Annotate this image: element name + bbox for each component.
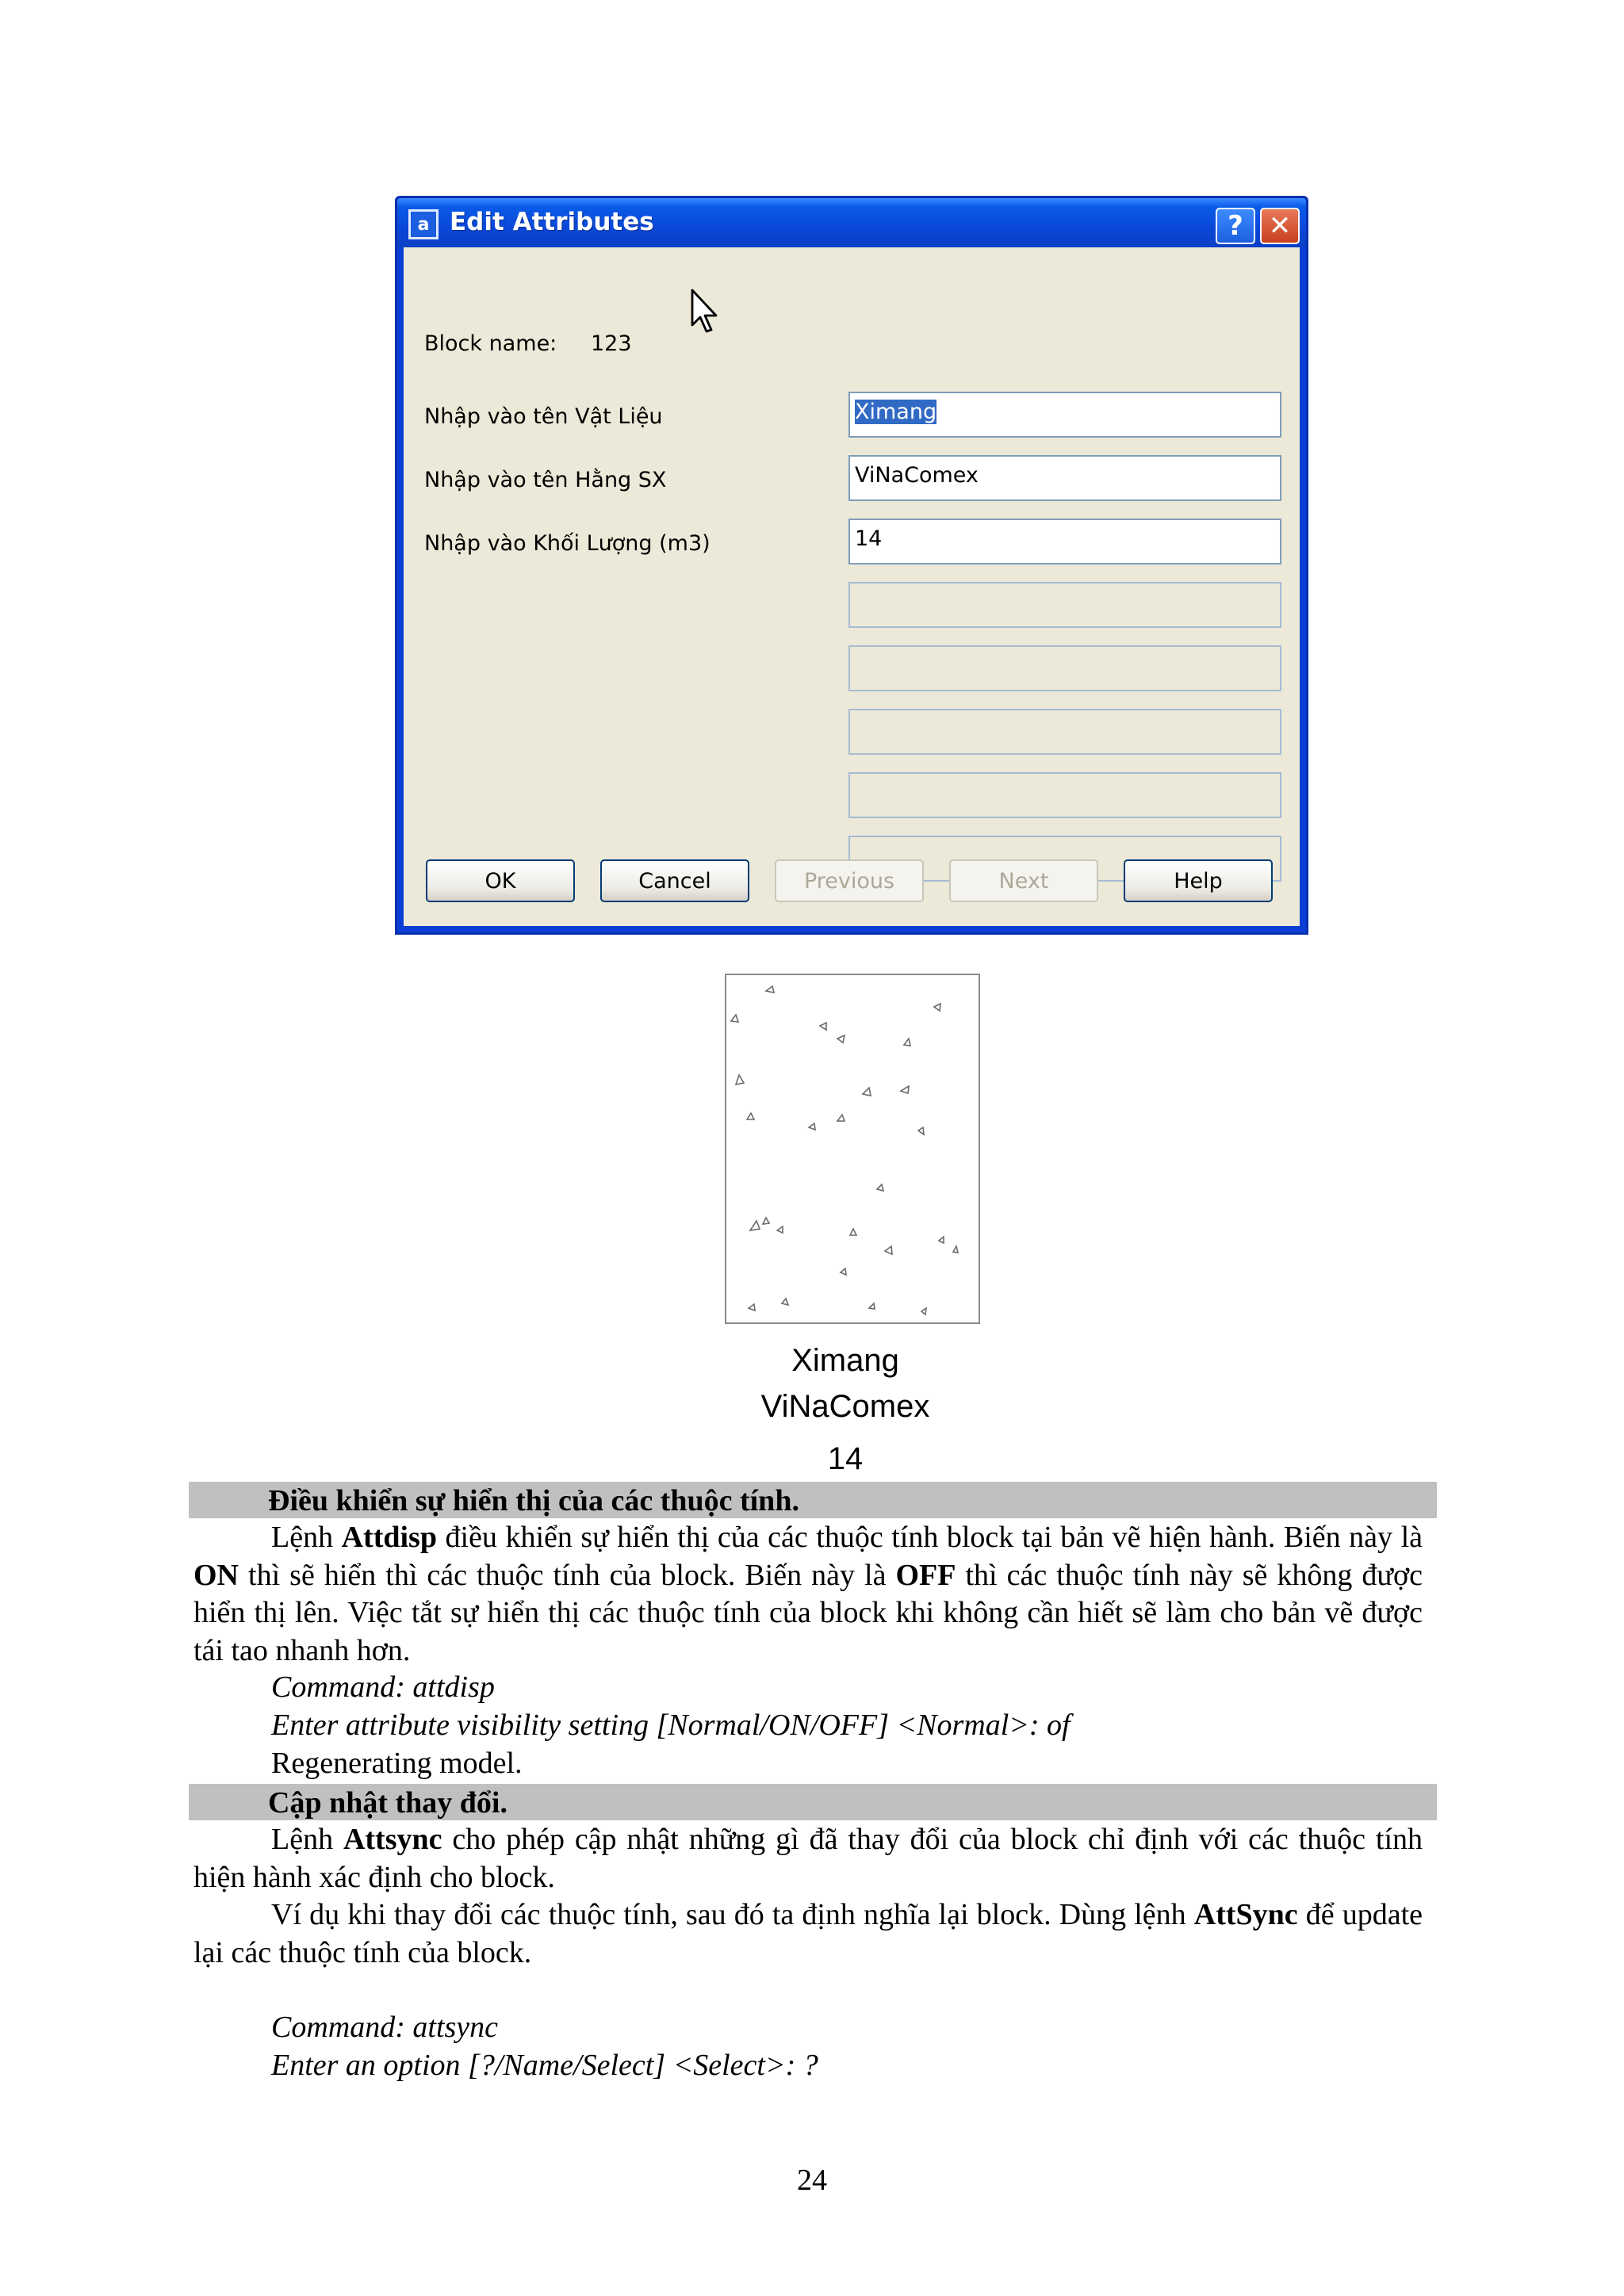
section-heading-attsync: Cập nhật thay đổi. — [268, 1786, 508, 1820]
page-number: 24 — [797, 2164, 827, 2197]
paragraph-attdisp: Lệnh Attdisp điều khiển sự hiển thị của các thuộc tính block tại bản vẽ hiện hành. Biến này là ON thì sẽ hiển thì các thuộc tính của block. Biến này là OFF thì các thuộc tính này sẽ không được hiển thị lên. Việc tắt sự hiển thị các thuộc tính của block khi không cần hiết sẽ làm cho bản vẽ được tái tao nhanh hơn. — [193, 1521, 1423, 1667]
command-output: Regenerating model. — [271, 1747, 523, 1780]
manufacturer-input-value: ViNaComex — [855, 463, 979, 488]
command-line: Enter attribute visibility setting [Normal/ON/OFF] <Normal>: of — [271, 1709, 1071, 1742]
field-label-material: Nhập vào tên Vật Liệu — [424, 404, 663, 429]
volume-input-value: 14 — [855, 526, 883, 551]
titlebar-close-button[interactable]: ✕ — [1260, 208, 1300, 244]
volume-input[interactable] — [848, 519, 1281, 564]
concrete-hatch-pattern — [726, 975, 979, 1322]
previous-button[interactable]: Previous — [775, 859, 924, 902]
mouse-cursor-icon — [689, 287, 721, 335]
field-label-manufacturer: Nhập vào tên Hằng SX — [424, 468, 667, 492]
attribute-icon: a — [408, 209, 439, 239]
paragraph-attsync: Lệnh Attsync cho phép cập nhật những gì đã thay đổi của block chỉ định với các thuộc tính hiện hành xác định cho block. — [193, 1823, 1423, 1894]
material-input-value: Ximang — [855, 400, 937, 424]
empty-attribute-field — [848, 582, 1281, 628]
block-name-label: Block name: — [424, 331, 557, 356]
cancel-button[interactable]: Cancel — [600, 859, 749, 902]
attribute-text-volume: 14 — [827, 1441, 864, 1476]
command-line: Enter an option [?/Name/Select] <Select>: ? — [271, 2049, 818, 2082]
ok-button[interactable]: OK — [426, 859, 575, 902]
titlebar-help-button[interactable]: ? — [1216, 208, 1255, 244]
empty-attribute-field — [848, 645, 1281, 691]
dialog-client-area — [404, 247, 1300, 926]
empty-attribute-field — [848, 772, 1281, 818]
help-button[interactable]: Help — [1124, 859, 1273, 902]
field-label-volume: Nhập vào Khối Lượng (m3) — [424, 531, 710, 556]
attribute-text-material: Ximang — [791, 1343, 899, 1378]
material-input[interactable] — [848, 392, 1281, 438]
next-button[interactable]: Next — [949, 859, 1098, 902]
attribute-text-manufacturer: ViNaComex — [760, 1389, 930, 1424]
block-name-value: 123 — [591, 331, 632, 356]
command-line: Command: attdisp — [271, 1670, 495, 1704]
empty-attribute-field — [848, 709, 1281, 755]
section-heading-attdisp: Điều khiển sự hiển thị của các thuộc tính. — [268, 1484, 799, 1517]
block-preview — [725, 974, 980, 1324]
edit-attributes-dialog — [395, 196, 1308, 935]
paragraph-attsync-example: Ví dụ khi thay đổi các thuộc tính, sau đó ta định nghĩa lại block. Dùng lệnh AttSync để update lại các thuộc tính của block. — [193, 1898, 1423, 1969]
command-line: Command: attsync — [271, 2011, 499, 2044]
manufacturer-input[interactable] — [848, 455, 1281, 501]
title-bar[interactable] — [397, 198, 1306, 247]
dialog-title: Edit Attributes — [450, 208, 654, 236]
